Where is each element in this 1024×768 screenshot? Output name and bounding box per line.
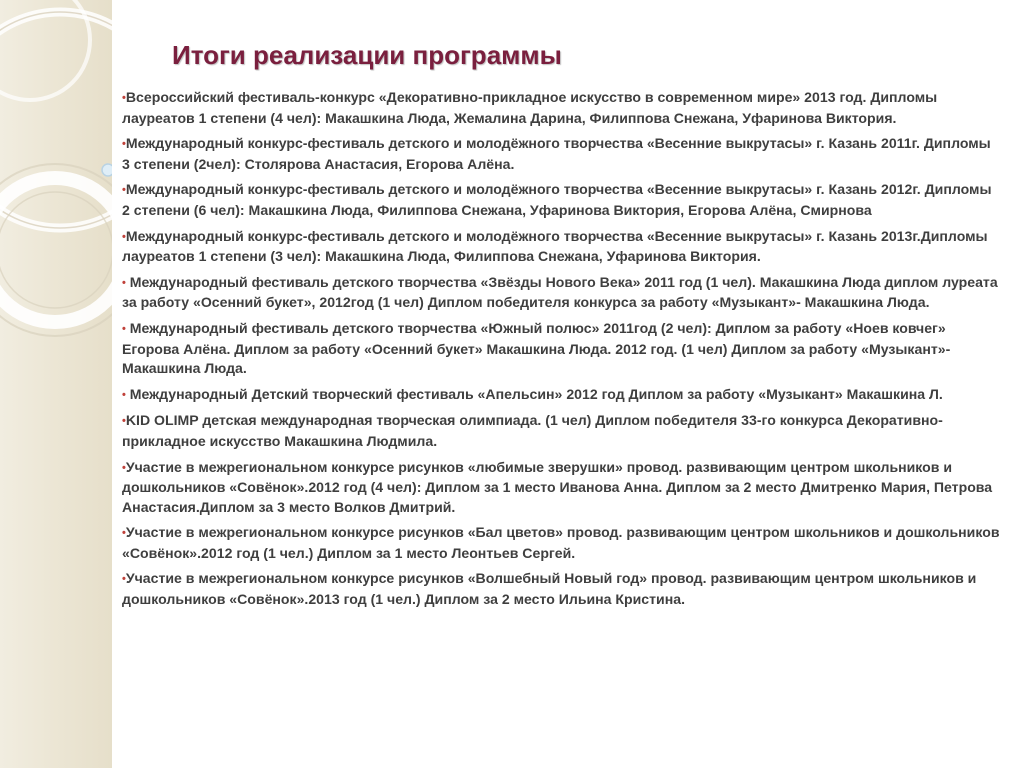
list-item bbox=[122, 134, 1002, 174]
list-item-text: Международный фестиваль детского творчества «Звёзды Нового Века» 2011 год (1 чел). Макашкина Люда диплом луреата за работу «Осенний букет», 2012год (1 чел) Диплом победителя конкурса за работу «Музыкант»- Макашкина Люда. bbox=[122, 273, 998, 311]
bullet: • bbox=[122, 388, 126, 401]
list-item-text: KID OLIMP детская международная творческая олимпиада. (1 чел) Диплом победителя 33-го конкурса Декоративно-прикладное искусство Макашкина Людмила. bbox=[122, 412, 943, 449]
list-item bbox=[122, 458, 1002, 518]
list-item bbox=[122, 411, 1002, 451]
list-item bbox=[122, 319, 1002, 379]
bullet: • bbox=[122, 322, 126, 335]
list-item-text: Всероссийский фестиваль-конкурс «Декоративно-прикладное искусство в современном мире» 2013 год. Дипломы лауреатов 1 степени (4 чел): Макашкина Люда, Жемалина Дарина, Филиппова Снежана, Уфаринова Виктория. bbox=[122, 89, 938, 126]
bullet: • bbox=[122, 92, 126, 104]
bullet: • bbox=[122, 527, 126, 540]
list-item bbox=[122, 385, 1002, 406]
bullet: • bbox=[122, 138, 126, 151]
list-item-text: Участие в межрегиональном конкурсе рисунков «любимые зверушки» провод. развивающим центром школьников и дошкольников «Совёнок».2012 год (4 чел): Диплом за 1 место Иванова Анна. Диплом за 2 место Дмитренко Мария, Петрова Анастасия.Диплом за 3 место Волков Дмитрий. bbox=[122, 458, 993, 515]
list-item-text: Международный конкурс-фестиваль детского и молодёжного творчества «Весенние выкрутасы» г. Казань 2011г. Дипломы 3 степени (2чел): Столярова Анастасия, Егорова Алёна. bbox=[122, 135, 991, 172]
bullet: • bbox=[122, 230, 126, 243]
decorative-side-band bbox=[0, 0, 112, 768]
bullet: • bbox=[122, 461, 126, 474]
bullet: • bbox=[122, 415, 126, 428]
list-item-text: Участие в межрегиональном конкурсе рисунков «Волшебный Новый год» провод. развивающим центром школьников и дошкольников «Совёнок».2013 год (1 чел.) Диплом за 2 место Ильина Кристина. bbox=[122, 570, 977, 608]
list-item-text: Международный Детский творческий фестиваль «Апельсин» 2012 год Диплом за работу «Музыкант» Макашкина Л. bbox=[125, 385, 943, 402]
slide-title: Итоги реализации программы bbox=[172, 40, 562, 70]
list-item bbox=[122, 180, 1002, 220]
list-item bbox=[122, 273, 1002, 313]
list-item-text: Международный фестиваль детского творчества «Южный полюс» 2011год (2 чел): Диплом за работу «Ноев ковчег» Егорова Алёна. Диплом за работу «Осенний букет» Макашкина Люда. 2012 год. (1 чел) Диплом за работу «Музыкант»- Макашкина Люда. bbox=[122, 319, 951, 377]
list-item bbox=[122, 227, 1002, 267]
achievements-list bbox=[122, 88, 1002, 616]
list-item bbox=[122, 523, 1002, 563]
list-item-text: Международный конкурс-фестиваль детского и молодёжного творчества «Весенние выкрутасы» г. Казань 2013г.Дипломы лауреатов 1 степени (3 чел): Макашкина Люда, Филиппова Снежана, Уфаринова Виктория. bbox=[122, 227, 988, 265]
bullet: • bbox=[122, 276, 126, 289]
bullet: • bbox=[122, 184, 126, 197]
list-item-text: Международный конкурс-фестиваль детского и молодёжного творчества «Весенние выкрутасы» г. Казань 2012г. Дипломы 2 степени (6 чел): Макашкина Люда, Филиппова Снежана, Уфаринова Виктория, Егорова Алёна, Смирнова bbox=[122, 181, 992, 218]
list-item-text: Участие в межрегиональном конкурсе рисунков «Бал цветов» провод. развивающим центром школьников и дошкольников «Совёнок».2012 год (1 чел.) Диплом за 1 место Леонтьев Сергей. bbox=[122, 524, 1000, 561]
decorative-rings-graphic bbox=[0, 0, 112, 420]
list-item bbox=[122, 88, 1002, 128]
bullet: • bbox=[122, 573, 126, 586]
list-item bbox=[122, 569, 1002, 609]
